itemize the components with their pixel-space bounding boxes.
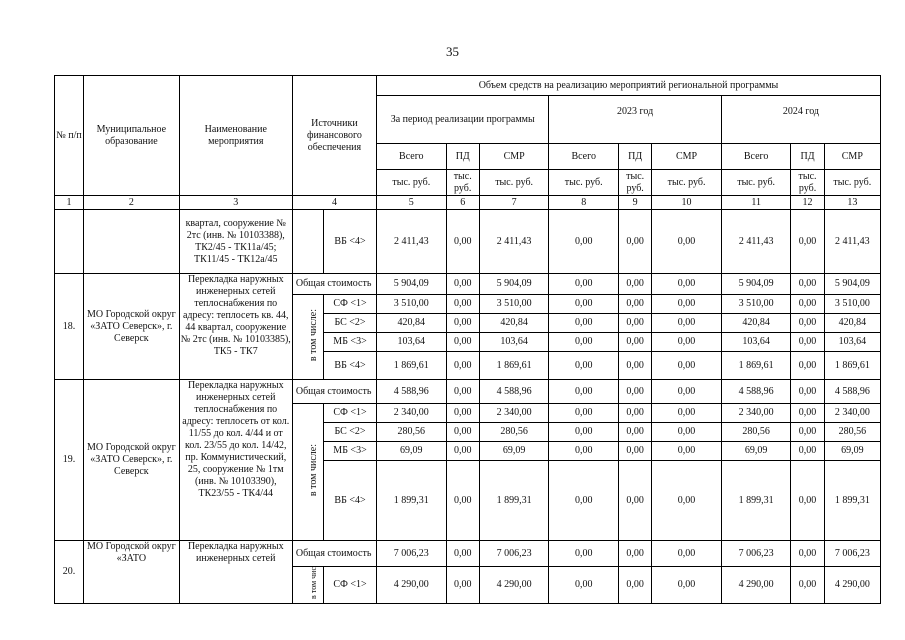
value-cell: 3 510,00 [824,295,880,314]
value-cell: 0,00 [791,461,824,541]
source-label-total: Общая стоимость [292,541,376,567]
value-cell: 1 899,31 [479,461,549,541]
value-cell: 0,00 [549,423,619,442]
source-label-sf: СФ <1> [324,567,377,604]
col-number: 13 [824,196,880,210]
col-pd: ПД [619,144,652,170]
value-cell: 3 510,00 [721,295,791,314]
unit: тыс. руб. [377,170,447,196]
value-cell: 1 869,61 [824,352,880,380]
value-cell: 0,00 [791,541,824,567]
header-measure: Наименование мероприятия [179,76,292,196]
value-cell: 0,00 [791,404,824,423]
value-cell: 0,00 [446,333,479,352]
value-cell: 69,09 [377,442,447,461]
source-label-sf: СФ <1> [324,295,377,314]
value-cell: 2 340,00 [479,404,549,423]
value-cell: 2 411,43 [824,210,880,274]
value-cell: 0,00 [619,567,652,604]
value-cell: 0,00 [652,442,722,461]
source-label-vb: ВБ <4> [324,461,377,541]
source-spacer [292,295,304,380]
value-cell: 0,00 [619,274,652,295]
value-cell: 0,00 [791,380,824,404]
value-cell: 7 006,23 [721,541,791,567]
row-num: 20. [55,541,84,604]
col-number: 6 [446,196,479,210]
value-cell: 0,00 [619,333,652,352]
col-number: 7 [479,196,549,210]
value-cell: 5 904,09 [377,274,447,295]
value-cell: 0,00 [619,210,652,274]
value-cell: 3 510,00 [479,295,549,314]
value-cell: 4 588,96 [824,380,880,404]
value-cell: 0,00 [652,314,722,333]
value-cell: 1 899,31 [824,461,880,541]
value-cell: 0,00 [549,210,619,274]
value-cell: 0,00 [446,567,479,604]
source-label-total: Общая стоимость [292,274,376,295]
table-row [55,274,881,295]
value-cell: 2 340,00 [721,404,791,423]
value-cell: 0,00 [791,423,824,442]
col-number: 2 [84,196,180,210]
value-cell: 0,00 [446,274,479,295]
col-number: 8 [549,196,619,210]
value-cell: 0,00 [446,352,479,380]
row-num: 18. [55,274,84,380]
value-cell: 420,84 [721,314,791,333]
value-cell: 0,00 [446,442,479,461]
source-label-bs: БС <2> [324,423,377,442]
value-cell: 0,00 [619,541,652,567]
value-cell: 280,56 [377,423,447,442]
value-cell: 0,00 [791,442,824,461]
row-municipality: МО Городской округ «ЗАТО [84,541,180,604]
value-cell: 69,09 [479,442,549,461]
value-cell: 5 904,09 [721,274,791,295]
value-cell: 2 411,43 [479,210,549,274]
unit: тыс. руб. [721,170,791,196]
value-cell: 0,00 [652,461,722,541]
value-cell: 280,56 [721,423,791,442]
row-measure: Перекладка наружных инженерных сетей теплоснабжения по адресу: теплосеть кв. 44, 44 квартал, сооружение № 2тс (инв. № 10103385), ТК5 - ТК7 [179,274,292,380]
table-row [55,210,881,274]
value-cell: 0,00 [619,404,652,423]
value-cell: 0,00 [446,404,479,423]
value-cell: 0,00 [791,567,824,604]
row-measure: Перекладка наружных инженерных сетей теплоснабжения по адресу: теплосеть от кол. 11/55 до кол. 4/44 и от кол. 23/55 до кол. 14/42, пр. Коммунистический, 25, сооружение № 1тм (инв. № 10103390), ТК23/55 - ТК4/44 [179,380,292,541]
value-cell: 7 006,23 [824,541,880,567]
source-in-number-label: в том числе: [307,443,319,497]
col-total: Всего [549,144,619,170]
source-spacer [292,210,323,274]
value-cell: 0,00 [791,333,824,352]
col-total: Всего [721,144,791,170]
source-label-mb: МБ <3> [324,442,377,461]
source-in-number [305,567,324,604]
value-cell: 420,84 [377,314,447,333]
value-cell: 69,09 [824,442,880,461]
value-cell: 0,00 [549,541,619,567]
value-cell: 0,00 [652,352,722,380]
value-cell: 0,00 [619,352,652,380]
value-cell: 0,00 [549,442,619,461]
value-cell: 0,00 [791,352,824,380]
value-cell: 4 588,96 [479,380,549,404]
value-cell: 0,00 [446,314,479,333]
value-cell: 0,00 [652,295,722,314]
col-number: 10 [652,196,722,210]
source-label-sf: СФ <1> [324,404,377,423]
value-cell: 0,00 [619,423,652,442]
value-cell: 4 290,00 [824,567,880,604]
value-cell: 7 006,23 [479,541,549,567]
table-row [55,541,881,567]
col-pd: ПД [446,144,479,170]
header-year-2024: 2024 год [721,96,880,144]
source-label-vb: ВБ <4> [324,210,377,274]
value-cell: 0,00 [652,274,722,295]
source-in-number-label: в том чис [309,567,319,599]
value-cell: 0,00 [619,314,652,333]
value-cell: 0,00 [446,461,479,541]
value-cell: 0,00 [791,210,824,274]
unit: тыс. руб. [791,170,824,196]
value-cell: 1 899,31 [721,461,791,541]
unit: тыс. руб. [479,170,549,196]
value-cell: 3 510,00 [377,295,447,314]
col-number: 3 [179,196,292,210]
value-cell: 5 904,09 [824,274,880,295]
value-cell: 0,00 [446,380,479,404]
unit: тыс. руб. [652,170,722,196]
value-cell: 0,00 [652,404,722,423]
value-cell: 103,64 [377,333,447,352]
value-cell: 280,56 [824,423,880,442]
col-total: Всего [377,144,447,170]
column-numbers-row [55,196,881,210]
value-cell: 0,00 [446,295,479,314]
value-cell: 69,09 [721,442,791,461]
value-cell: 2 411,43 [377,210,447,274]
header-period-total: За период реализации программы [377,96,549,144]
unit: тыс. руб. [549,170,619,196]
value-cell: 0,00 [791,274,824,295]
value-cell: 420,84 [824,314,880,333]
unit: тыс. руб. [446,170,479,196]
value-cell: 0,00 [791,295,824,314]
header-row-1 [55,76,881,96]
table-row [55,380,881,404]
value-cell: 103,64 [479,333,549,352]
value-cell: 0,00 [549,295,619,314]
source-label-mb: МБ <3> [324,333,377,352]
value-cell: 280,56 [479,423,549,442]
value-cell: 0,00 [549,461,619,541]
value-cell: 0,00 [549,404,619,423]
value-cell: 0,00 [549,380,619,404]
row-measure: квартал, сооружение № 2тс (инв. № 10103388), ТК2/45 - ТК11а/45; ТК11/45 - ТК12а/45 [179,210,292,274]
value-cell: 4 588,96 [377,380,447,404]
row-measure: Перекладка наружных инженерных сетей [179,541,292,604]
source-spacer [292,404,304,541]
value-cell: 1 869,61 [721,352,791,380]
value-cell: 0,00 [446,210,479,274]
value-cell: 0,00 [446,423,479,442]
col-smr: СМР [824,144,880,170]
col-number: 4 [292,196,376,210]
value-cell: 0,00 [549,352,619,380]
value-cell: 2 340,00 [377,404,447,423]
value-cell: 0,00 [619,295,652,314]
value-cell: 420,84 [479,314,549,333]
value-cell: 0,00 [619,461,652,541]
value-cell: 103,64 [824,333,880,352]
value-cell: 1 869,61 [377,352,447,380]
source-spacer [292,567,304,604]
unit: тыс. руб. [619,170,652,196]
value-cell: 4 588,96 [721,380,791,404]
col-number: 11 [721,196,791,210]
unit: тыс. руб. [824,170,880,196]
value-cell: 4 290,00 [479,567,549,604]
header-num: № п/п [55,76,84,196]
value-cell: 0,00 [652,567,722,604]
value-cell: 1 899,31 [377,461,447,541]
value-cell: 2 411,43 [721,210,791,274]
row-municipality [84,210,180,274]
source-in-number [305,295,324,380]
col-number: 1 [55,196,84,210]
value-cell: 0,00 [652,210,722,274]
row-num [55,210,84,274]
value-cell: 103,64 [721,333,791,352]
row-num: 19. [55,380,84,541]
row-municipality: МО Городской округ «ЗАТО Северск», г. Северск [84,380,180,541]
source-in-number [305,404,324,541]
value-cell: 2 340,00 [824,404,880,423]
value-cell: 5 904,09 [479,274,549,295]
source-label-bs: БС <2> [324,314,377,333]
value-cell: 4 290,00 [721,567,791,604]
source-label-total: Общая стоимость [292,380,376,404]
col-smr: СМР [479,144,549,170]
header-sources: Источники финансового обеспечения [292,76,376,196]
value-cell: 7 006,23 [377,541,447,567]
row-municipality: МО Городской округ «ЗАТО Северск», г. Северск [84,274,180,380]
value-cell: 0,00 [619,442,652,461]
value-cell: 0,00 [549,567,619,604]
value-cell: 1 869,61 [479,352,549,380]
value-cell: 0,00 [446,541,479,567]
budget-table [54,75,881,604]
header-year-2023: 2023 год [549,96,721,144]
value-cell: 0,00 [791,314,824,333]
source-label-vb: ВБ <4> [324,352,377,380]
col-smr: СМР [652,144,722,170]
header-municipality: Муниципальное образование [84,76,180,196]
col-pd: ПД [791,144,824,170]
value-cell: 0,00 [549,333,619,352]
value-cell: 4 290,00 [377,567,447,604]
value-cell: 0,00 [652,333,722,352]
col-number: 9 [619,196,652,210]
value-cell: 0,00 [652,380,722,404]
value-cell: 0,00 [619,380,652,404]
value-cell: 0,00 [652,423,722,442]
page-number: 35 [446,44,459,59]
value-cell: 0,00 [652,541,722,567]
header-volume: Объем средств на реализацию мероприятий региональной программы [377,76,881,96]
value-cell: 0,00 [549,314,619,333]
value-cell: 0,00 [549,274,619,295]
col-number: 12 [791,196,824,210]
col-number: 5 [377,196,447,210]
source-in-number-label: в том числе: [307,308,319,362]
